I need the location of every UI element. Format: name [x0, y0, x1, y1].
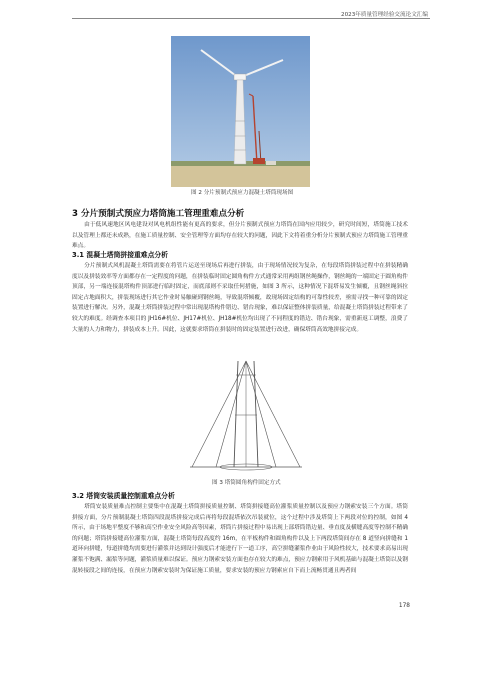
- section31-body-text: 分片预制式风机混凝土塔筒需要在将管片运送至现场后再进行拼装，由于现场情况较为复杂，在每段塔筒拼装过程中在拼装精确度以及拼装效率等方面都存在一定程度的问题，在拼装临时固定圆角构件方式通常采用两组钢丝绳操作，钢丝绳的一端固定于圆角构件顶部，另一端连接混塔构件顶部进行临时固定，而底部则不采取任何措施，如图 3 所示，这种情况下混塔易发生倾覆，且钢丝绳斜拉固定占地面积大，拼装现场进行其它作业时易触碰到钢丝绳，导致混塔倾覆，故现场固定结构的可靠性较差，亟需寻找一种可靠的固定装置进行解决。另外，混凝土塔筒拼装过程中常出现混塔构件错边、错台现象，难以保证整体拼装质量，给混凝土塔筒拼装过程带来了较大的难度。经调查本项目的 JH16#机位、JH17#机位、JH18#机位均出现了不同程度的错边、错台现象，需重新返工调整，浪费了大量的人力和物力，拼装成本上升。因此，这就要求塔筒在拼装时的固定装置进行改进，确保塔筒高效地拼接完成。: [72, 263, 408, 333]
- page-number: 178: [398, 603, 410, 609]
- post-left: [234, 361, 238, 467]
- running-header: 2023年质量管理经验交流论文汇编: [341, 12, 428, 18]
- section32-body-text: 塔筒安装质量难点控制主要集中在混凝土塔筒拼接质量控制、塔筒拼接缝高位灌浆质量控制以及预应力钢索安装三个方面。塔筒拼接方面，分片预制混凝土塔筒四段混塔拼接完成后再将每段混塔依次吊装就位，这个过程中涉及塔筒上下两段对位的控制，如图 4 所示，由于场地平整度不够和高空作业安全风险高等因素，塔筒片拼接过程中易出现上部塔筒错边量、垂直度及横缝高度等控制不精确的问题；塔筒拼接缝高位灌浆方面，混凝土塔筒每段高度约 16m，在平板构件和圆角构件以及上下两段塔筒间存在 8 道竖向拼缝和 1 道环向拼缝，每道拼缝均需要进行灌浆并达到设计强度后才能进行下一道工序，高空拼缝灌浆作业由于风险性较大，技术要求高易出现灌浆不饱满、漏浆等问题，灌浆质量难以保证。预应力钢索安装方面也存在较大的难点，预应力钢索用于风机基础与混凝土塔筒以及钢混转接段之间的连接，在预应力钢索安装时为保证施工质量，要求安装的预应力钢索应自下而上流畅贯通且两者间: [72, 504, 408, 574]
- post-right: [254, 361, 258, 467]
- figure2-caption: 图 2 分片预制式预应力混凝土塔筒现场图: [191, 190, 294, 196]
- section31-body: [72, 261, 408, 335]
- nacelle: [234, 74, 246, 80]
- figure3-caption: 图 3 塔筒圆角构件固定方式: [212, 480, 281, 486]
- cable-left: [192, 361, 246, 467]
- section3-intro: [72, 220, 408, 252]
- figure-tower-photo: [171, 36, 310, 187]
- crane-base: [253, 158, 265, 164]
- tower-photo-image: [171, 36, 310, 187]
- section3-intro-text: 由于低风速地区风电建设对风电机组性能有更高的要求，但分片预制式预应力塔筒在国内应用较少，研究时间短，塔筒施工技术以及管理上都还未成熟，在施工质量控制、安全管理等方面均存在较大的问题，因此下文将着重分析分片预制式预应力塔筒施工管理重难点。: [72, 222, 408, 250]
- section32-body: [72, 502, 408, 576]
- fixing-diagram: [188, 355, 304, 473]
- cable-right: [246, 361, 300, 467]
- header-rule: [72, 18, 430, 19]
- section32-heading: 3.2 塔筒安装质量控制重难点分析: [72, 492, 175, 500]
- field: [171, 165, 310, 187]
- section31-heading: 3.1 混凝土塔筒拼接重难点分析: [72, 251, 168, 259]
- section3-heading: 3 分片预制式预应力塔筒施工管理重难点分析: [72, 209, 245, 219]
- figure-fixing-diagram: [188, 355, 304, 473]
